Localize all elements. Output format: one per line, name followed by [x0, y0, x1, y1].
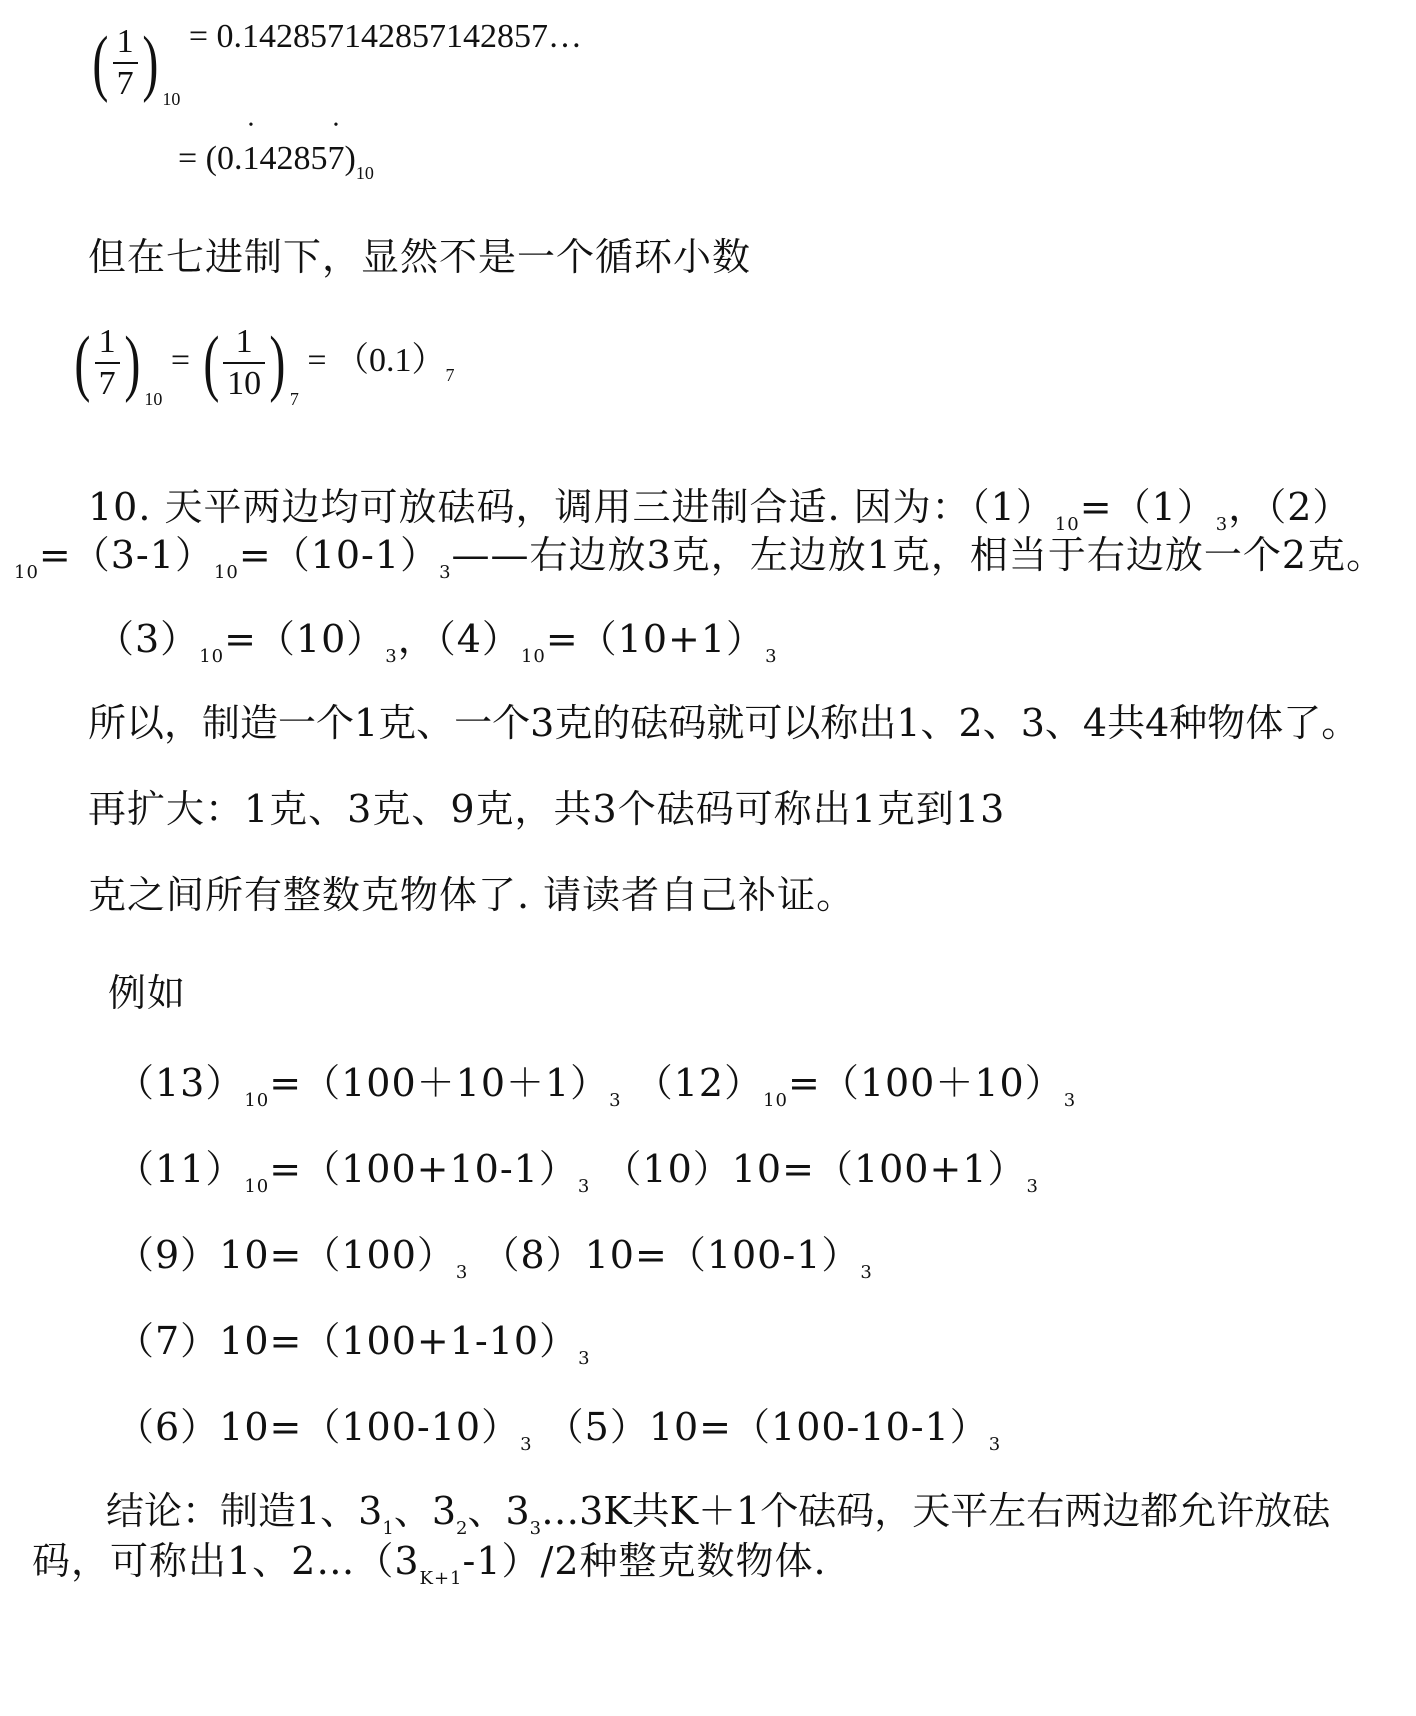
rep-prefix: = (0. [178, 140, 243, 177]
subscript: 3 [765, 646, 778, 667]
text: （6）10=（100-10） [116, 1405, 521, 1449]
base-subscript: 10 [144, 388, 163, 409]
fraction-a [95, 322, 120, 404]
subscript: 1 [382, 1518, 394, 1539]
text: （12） [634, 1061, 764, 1105]
text: …3K共K＋1个砝码，天平左右两边都允许放砝 [541, 1489, 1331, 1533]
text: =（100＋10＋1） [269, 1061, 610, 1105]
text: 10. 天平两边均可放砝码，调用三进制合适. 因为：（1） [88, 485, 1055, 529]
example-row [116, 1052, 1076, 1111]
text: -1）/2种整克数物体. [462, 1539, 827, 1583]
paren-right: ) [269, 322, 286, 404]
fraction [113, 22, 138, 104]
paren-right: ) [123, 322, 140, 404]
para10-line2 [14, 524, 1385, 583]
text: 结论：制造1、3 [106, 1489, 383, 1533]
subscript: 2 [456, 1518, 468, 1539]
example-row [116, 1138, 1039, 1197]
text: （13） [116, 1061, 245, 1105]
text: =（3-1） [38, 533, 214, 577]
base-subscript: 7 [445, 364, 455, 385]
text: 、3 [467, 1489, 530, 1533]
subscript: 3 [578, 1348, 591, 1369]
conclusion-line2 [32, 1530, 827, 1589]
subscript: 3 [529, 1518, 542, 1539]
subscript: 3 [1215, 514, 1229, 535]
frac-denominator: 7 [98, 365, 116, 402]
text: （9）10=（100） [116, 1233, 456, 1277]
text: =（10+1） [545, 617, 766, 661]
subscript: K+1 [419, 1568, 463, 1589]
subscript: 10 [14, 562, 39, 583]
text: （10）10=（100+1） [603, 1147, 1027, 1191]
text: ，（4） [397, 617, 521, 661]
equals: = [170, 341, 190, 379]
formula-septenary [70, 322, 455, 410]
subscript: 3 [455, 1262, 469, 1283]
text: 、3 [393, 1489, 456, 1533]
formula-one-seventh-decimal [88, 18, 582, 110]
paren-left: ( [202, 322, 219, 404]
text: （7）10=（100+1-10） [116, 1319, 579, 1363]
frac-denominator: 10 [227, 365, 262, 402]
base-subscript: 10 [162, 89, 181, 109]
rep-first-digit: • 1 [243, 140, 260, 177]
subscript: 3 [1063, 1090, 1077, 1111]
base-subscript: 7 [289, 388, 299, 409]
paren-right: ) [141, 22, 158, 105]
septenary-value: = （0.1） [307, 341, 446, 379]
rep-middle-digits: 4285 [259, 140, 328, 177]
subscript: 10 [763, 1090, 788, 1111]
subscript: 3 [577, 1176, 591, 1197]
text: =（10-1） [238, 533, 440, 577]
rep-suffix: ) [344, 140, 356, 177]
formula-repeating-decimal [178, 140, 374, 184]
text: （5）10=（100-10-1） [545, 1405, 989, 1449]
sentence-expand: 再扩大：1克、3克、9克，共3个砝码可称出1克到13 [88, 787, 1006, 831]
text: ，（2） [1228, 485, 1352, 529]
equation-3-4 [96, 608, 778, 667]
sentence-between: 克之间所有整数克物体了. 请读者自己补证。 [88, 873, 856, 917]
text: =（1） [1079, 485, 1216, 529]
paren-left: ( [92, 22, 109, 105]
frac-numerator: 1 [223, 322, 265, 364]
sentence-septenary: 但在七进制下，显然不是一个循环小数 [88, 235, 752, 279]
subscript: 3 [860, 1262, 873, 1283]
subscript: 10 [199, 646, 225, 667]
text: （3） [96, 617, 200, 661]
subscript: 10 [244, 1176, 270, 1197]
paren-left: ( [74, 322, 91, 404]
frac-numerator: 1 [113, 22, 138, 64]
text: （8）10=（100-1） [481, 1233, 861, 1277]
subscript: 10 [1054, 514, 1080, 535]
subscript: 10 [520, 646, 546, 667]
subscript: 3 [385, 646, 398, 667]
example-row [116, 1224, 873, 1283]
subscript: 3 [609, 1090, 622, 1111]
text: =（10） [224, 617, 386, 661]
subscript: 3 [1026, 1176, 1039, 1197]
fraction-b [223, 322, 265, 404]
rep-last-digit: • 7 [328, 140, 345, 177]
example-label: 例如 [108, 971, 187, 1015]
text: =（100＋10） [787, 1061, 1064, 1105]
subscript: 3 [520, 1434, 533, 1455]
text: 码，可称出1、2…（3 [32, 1539, 420, 1583]
frac-numerator: 1 [95, 322, 120, 364]
decimal-expansion: = 0.142857142857142857… [188, 18, 582, 55]
frac-denominator: 7 [116, 65, 134, 103]
subscript: 10 [244, 1090, 270, 1111]
text: （11） [116, 1147, 245, 1191]
subscript: 3 [439, 562, 452, 583]
example-row [116, 1396, 1001, 1455]
text: ——右边放3克，左边放1克，相当于右边放一个2克。 [451, 533, 1386, 577]
subscript: 10 [213, 562, 239, 583]
subscript: 3 [988, 1434, 1002, 1455]
text: =（100+10-1） [269, 1147, 578, 1191]
example-row [116, 1310, 591, 1369]
base-subscript: 10 [355, 163, 374, 183]
sentence-so: 所以，制造一个1克、一个3克的砝码就可以称出1、2、3、4共4种物体了。 [88, 701, 1360, 745]
